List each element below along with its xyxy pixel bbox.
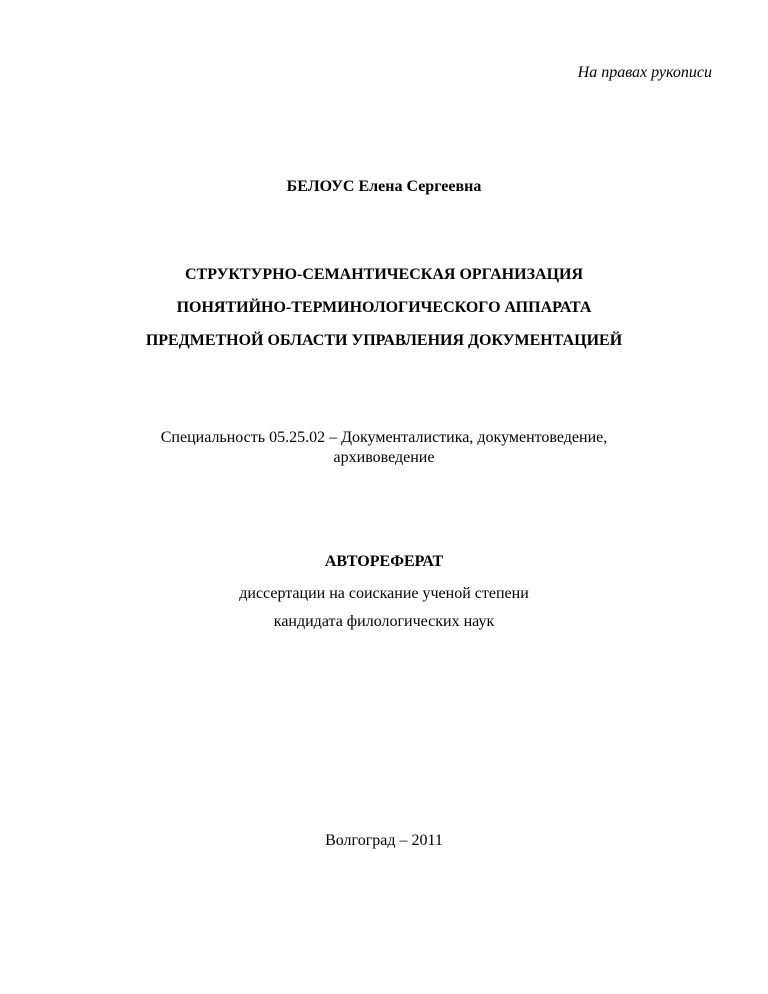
specialty-block bbox=[0, 428, 768, 468]
author-name: БЕЛОУС Елена Сергеевна bbox=[286, 178, 482, 195]
title-line-3: ПРЕДМЕТНОЙ ОБЛАСТИ УПРАВЛЕНИЯ ДОКУМЕНТАЦИЕЙ bbox=[145, 332, 623, 349]
title-line-1: СТРУКТУРНО-СЕМАНТИЧЕСКАЯ ОРГАНИЗАЦИЯ bbox=[184, 266, 584, 283]
title-line-2: ПОНЯТИЙНО-ТЕРМИНОЛОГИЧЕСКОГО АППАРАТА bbox=[176, 299, 592, 316]
place-and-year: Волгоград – 2011 bbox=[325, 832, 443, 849]
manuscript-rights-note: На правах рукописи bbox=[577, 64, 712, 81]
dissertation-title bbox=[0, 258, 768, 357]
purpose-line-2: кандидата филологических наук bbox=[273, 613, 495, 630]
degree-purpose bbox=[0, 580, 768, 636]
purpose-line-1: диссертации на соискание ученой степени bbox=[239, 585, 529, 602]
document-type-heading: АВТОРЕФЕРАТ bbox=[324, 553, 444, 570]
specialty-line-1: Специальность 05.25.02 – Документалистика, документоведение, bbox=[160, 429, 608, 446]
specialty-line-2: архивоведение bbox=[333, 449, 435, 466]
